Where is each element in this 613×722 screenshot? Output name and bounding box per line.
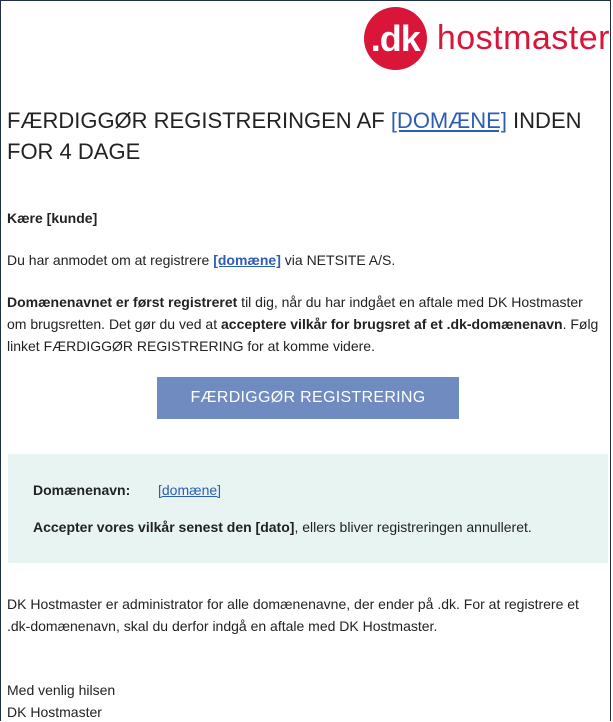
domain-label: Domænenavn: [33,482,131,498]
explanation-text-2: . Følg linket FÆRDIGGØR REGISTRERING for at komme videre. [7,316,599,354]
deadline-rest: , ellers bliver registreringen annulleret. [294,519,532,535]
signoff-line-1: Med venlig hilsen [7,682,116,698]
dk-hostmaster-logo [364,7,610,70]
request-paragraph [7,249,604,271]
about-paragraph: DK Hostmaster er administrator for alle domænenavne, der ender på .dk. For at registrere et .dk-domænenavn, skal du derfor indgå en aftale med DK Hostmaster. [7,596,579,634]
explanation-paragraph [7,291,604,357]
domain-value-link[interactable]: [domæne] [158,482,222,498]
signoff [7,679,604,721]
greeting [7,207,604,229]
explanation-bold-2: acceptere vilkår for brugsret af et .dk-domænenavn [221,316,563,332]
title-domain-link[interactable]: [DOMÆNE] [390,108,507,133]
request-prefix: Du har anmodet om at registrere [7,252,214,268]
signoff-line-2: DK Hostmaster [7,704,102,720]
explanation-bold-1: Domænenavnet er først registreret [7,294,238,310]
request-suffix: via NETSITE A/S. [280,252,396,268]
logo-mark: .dk [364,7,427,70]
deadline-note [33,519,532,535]
page-title [7,105,590,167]
complete-registration-button[interactable]: FÆRDIGGØR REGISTRERING [157,377,459,419]
explanation-text-1: til dig, når du har indgået en aftale med DK Hostmaster om brugsretten. Det gør du ved at [7,294,583,332]
domain-info-box [8,454,608,563]
title-suffix: INDEN FOR 4 DAGE [7,108,582,164]
deadline-bold: Accepter vores vilkår senest den [dato] [33,519,295,535]
title-prefix: FÆRDIGGØR REGISTRERINGEN AF [7,108,391,133]
greeting-text: Kære [kunde] [7,210,98,226]
logo-wordmark: hostmaster [436,19,610,57]
request-domain-link[interactable]: [domæne] [213,252,281,268]
